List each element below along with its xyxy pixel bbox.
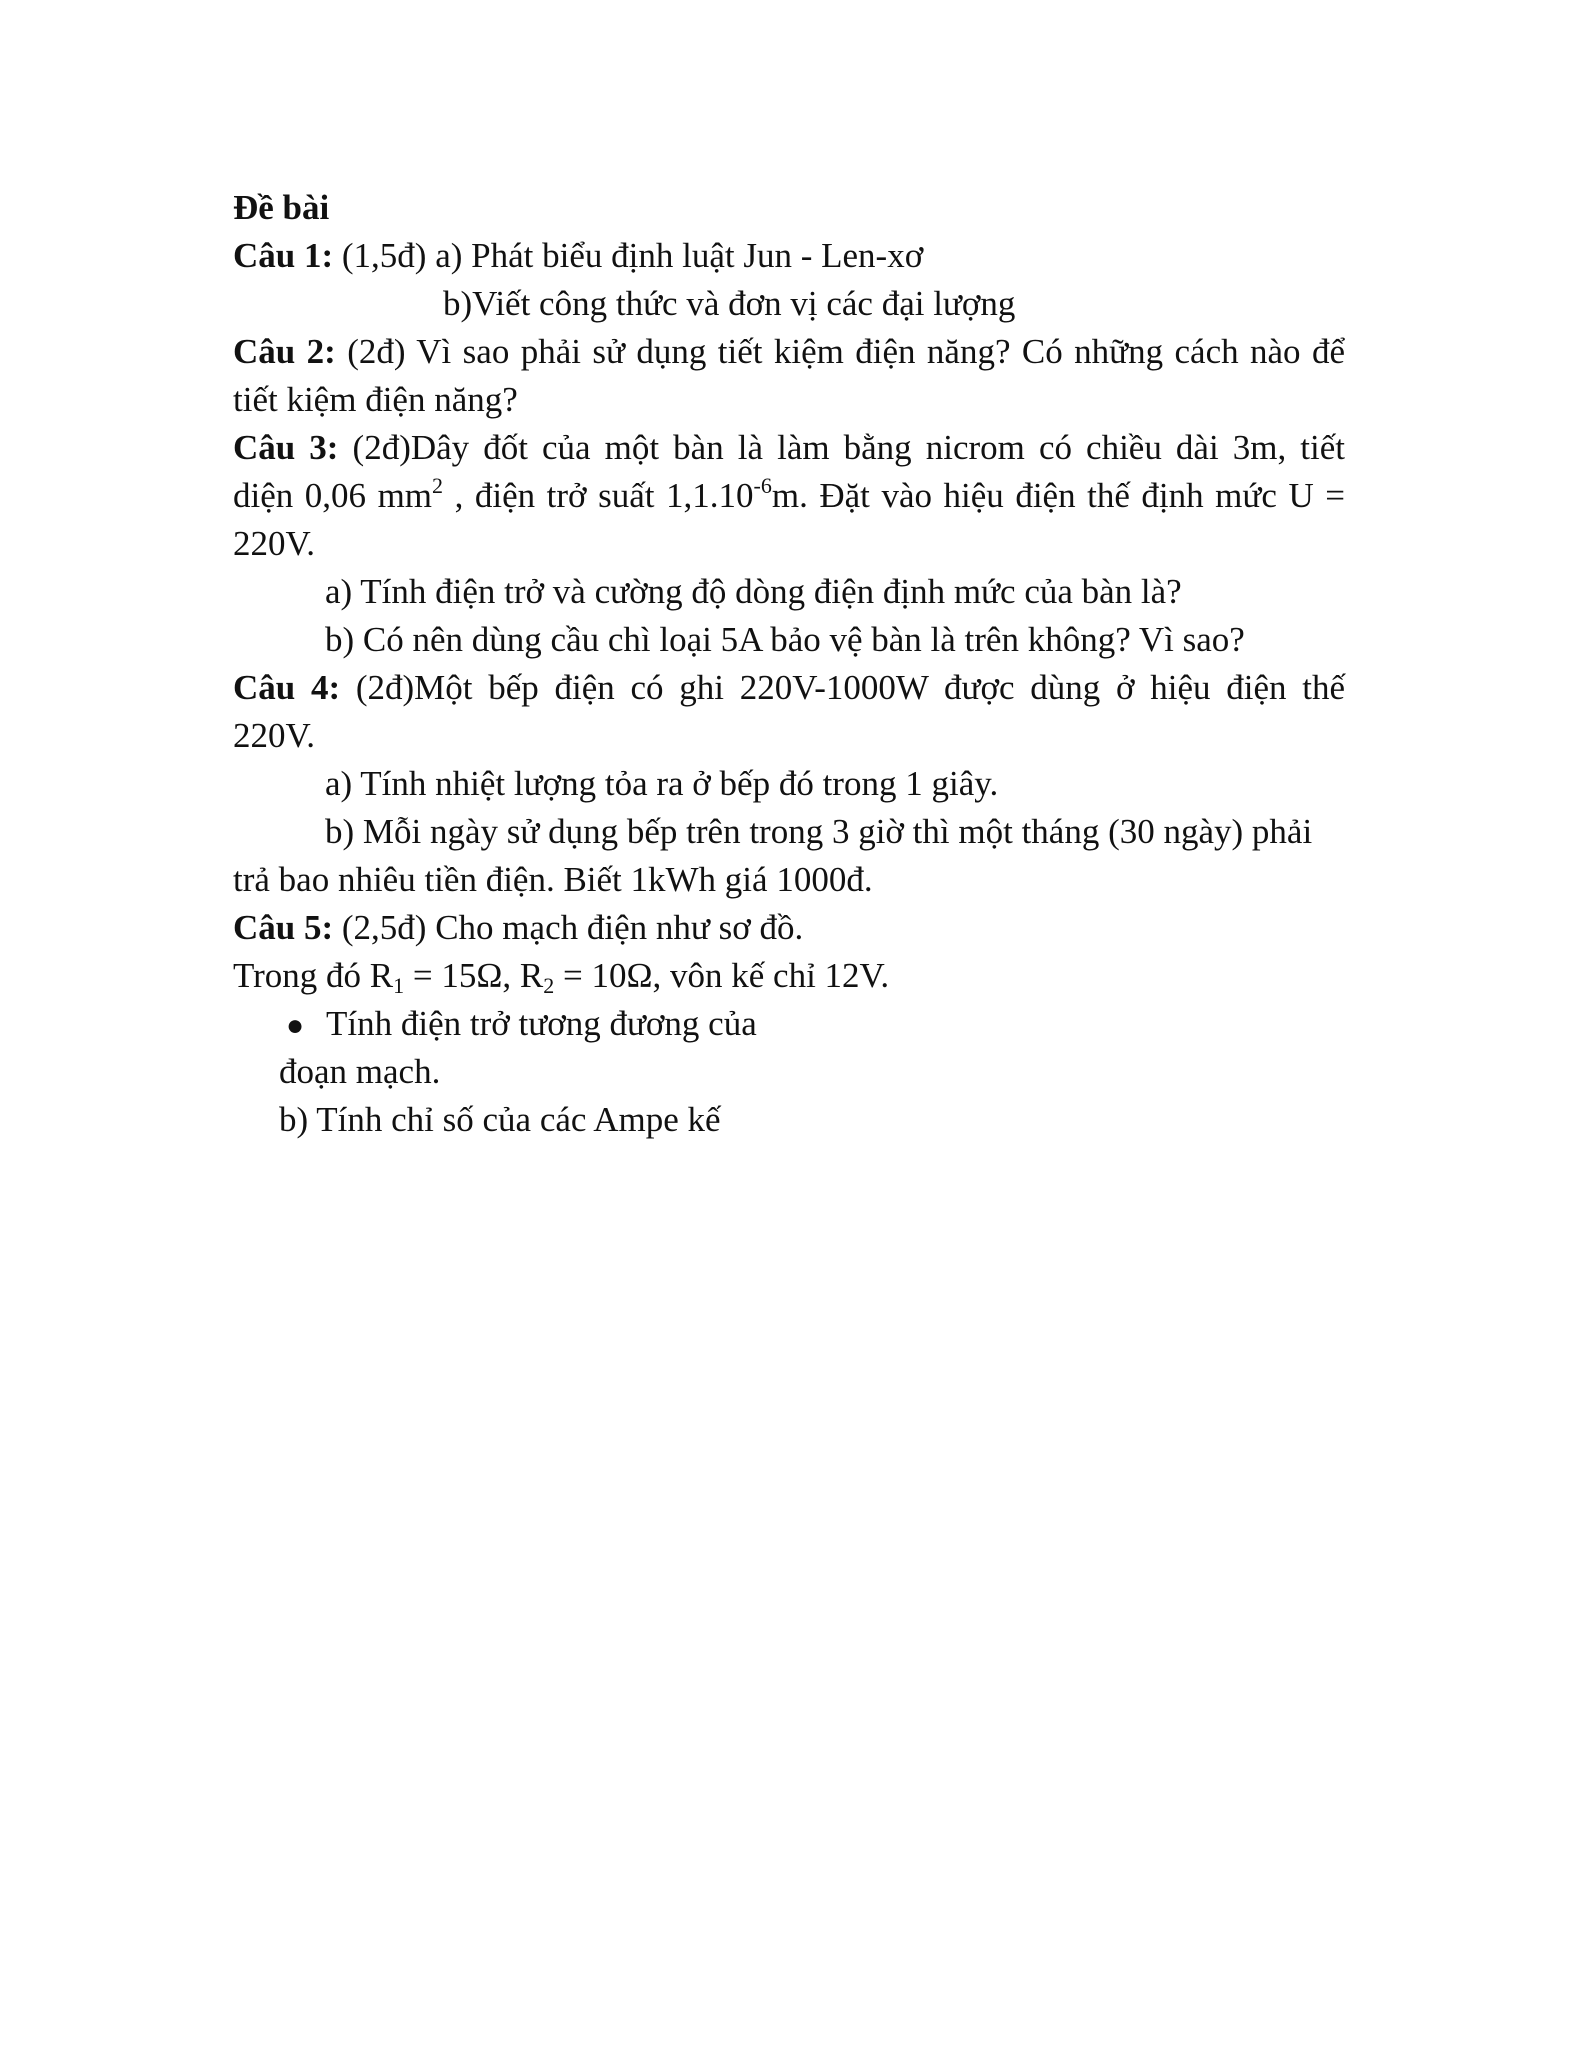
- question-3-line-2-post: m. Đặt vào hiệu điện thế định mức U =: [771, 476, 1345, 515]
- question-2: [233, 328, 1345, 376]
- question-5-line-1: (2,5đ) Cho mạch điện như sơ đồ.: [333, 908, 804, 947]
- question-3-line-2-pre: diện 0,06 mm: [233, 476, 433, 515]
- superscript-area-exponent: 2: [432, 473, 444, 498]
- question-3-line-3: 220V.: [233, 524, 316, 563]
- page-title: Đề bài: [233, 188, 330, 227]
- question-1: [233, 232, 1345, 280]
- question-5-part-a-line-1: Tính điện trở tương đương của: [326, 1004, 757, 1043]
- question-2-line-1: (2đ) Vì sao phải sử dụng tiết kiệm điện năng? Có những cách nào để: [335, 332, 1345, 371]
- question-5-part-a: [233, 1000, 1345, 1048]
- question-5-given-post: = 10Ω, vôn kế chỉ 12V.: [554, 956, 890, 995]
- question-5-given-pre: Trong đó R: [233, 956, 394, 995]
- question-5-part-a-line-2: đoạn mạch.: [279, 1052, 441, 1091]
- question-5-part-b: b) Tính chỉ số của các Ampe kế: [279, 1100, 721, 1139]
- subscript-r2: 2: [543, 973, 555, 998]
- question-5-given: [233, 952, 1345, 1000]
- question-3-part-a: a) Tính điện trở và cường độ dòng điện định mức của bàn là?: [325, 572, 1182, 611]
- exam-content: [233, 184, 1345, 1144]
- question-2-label: Câu 2:: [233, 332, 336, 371]
- question-5: [233, 904, 1345, 952]
- question-4-line-1: (2đ)Một bếp điện có ghi 220V-1000W được dùng ở hiệu điện thế: [340, 668, 1345, 707]
- question-4-part-b-line-1: b) Mỗi ngày sử dụng bếp trên trong 3 giờ thì một tháng (30 ngày) phải: [325, 812, 1313, 851]
- question-4-line-2: 220V.: [233, 716, 316, 755]
- question-2-line-2: tiết kiệm điện năng?: [233, 380, 518, 419]
- question-1-part-a: (1,5đ) a) Phát biểu định luật Jun - Len-xơ: [333, 236, 924, 275]
- subscript-r1: 1: [393, 973, 405, 998]
- question-3-line-1: (2đ)Dây đốt của một bàn là làm bằng nicrom có chiều dài 3m, tiết: [338, 428, 1345, 467]
- question-4-part-a: a) Tính nhiệt lượng tỏa ra ở bếp đó trong 1 giây.: [325, 764, 999, 803]
- question-3-label: Câu 3:: [233, 428, 339, 467]
- question-1-part-b: b)Viết công thức và đơn vị các đại lượng: [443, 284, 1016, 323]
- question-3: [233, 424, 1345, 472]
- question-4: [233, 664, 1345, 712]
- question-5-given-mid: = 15Ω, R: [404, 956, 544, 995]
- superscript-resistivity-exponent: -6: [753, 473, 772, 498]
- question-3-part-b: b) Có nên dùng cầu chì loại 5A bảo vệ bàn là trên không? Vì sao?: [325, 620, 1245, 659]
- question-1-label: Câu 1:: [233, 236, 334, 275]
- question-4-part-b-line-2: trả bao nhiêu tiền điện. Biết 1kWh giá 1000đ.: [233, 860, 873, 899]
- question-4-label: Câu 4:: [233, 668, 341, 707]
- question-5-label: Câu 5:: [233, 908, 334, 947]
- question-3-line-2-mid: , điện trở suất 1,1.10: [443, 476, 754, 515]
- bullet-icon: ●: [286, 1009, 305, 1042]
- question-3-line-2: [233, 472, 1345, 520]
